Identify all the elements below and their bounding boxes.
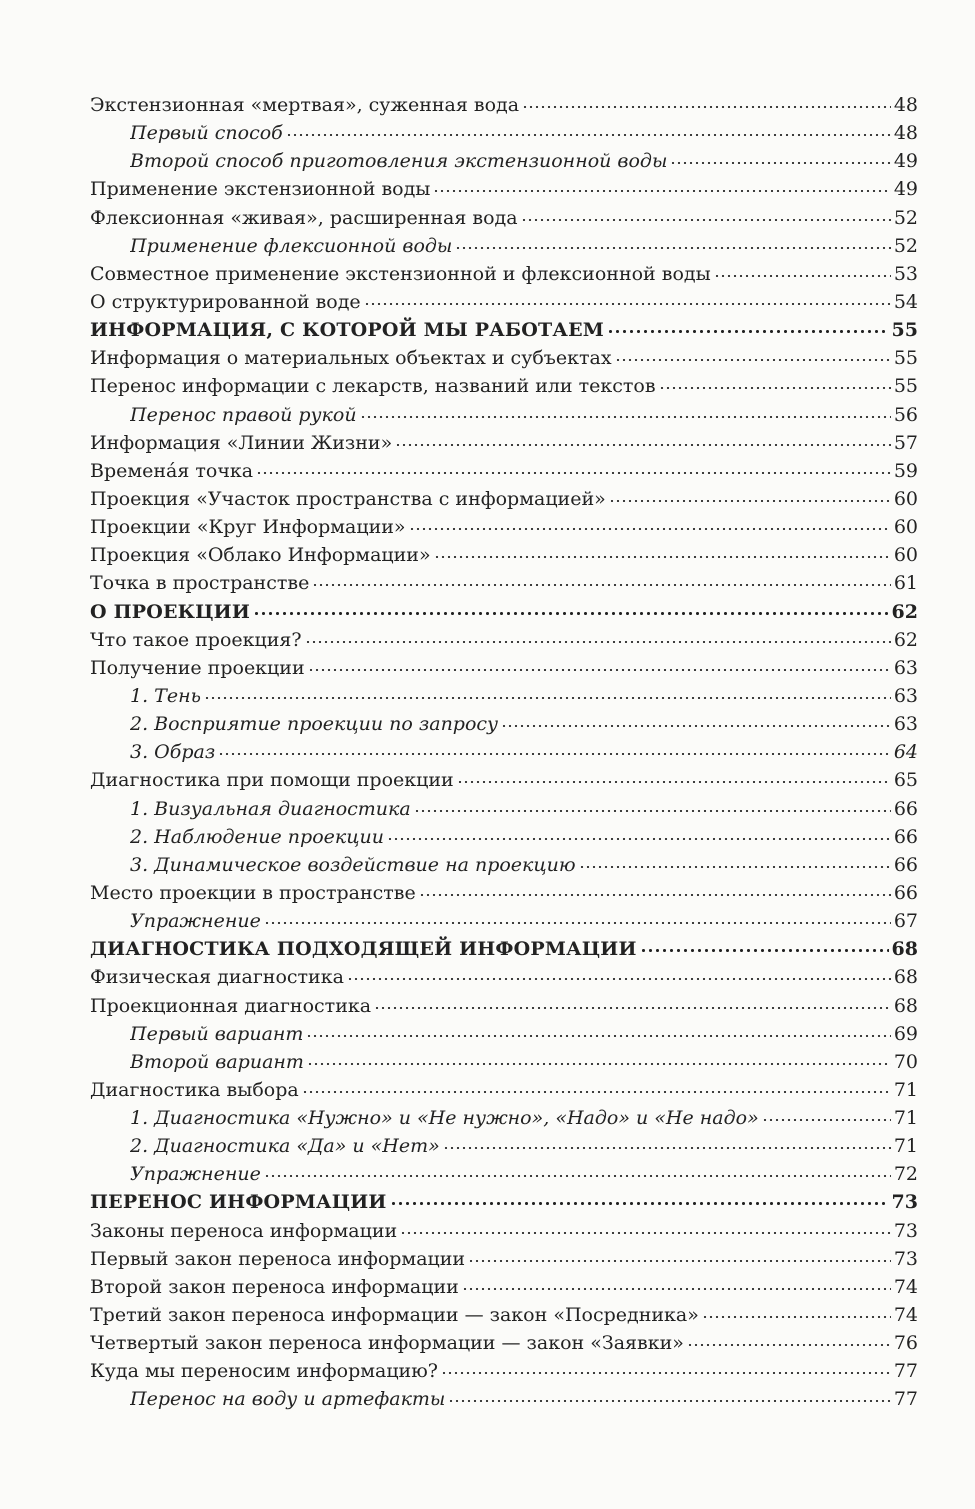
toc-entry [90, 963, 918, 991]
toc-page-number: 66 [893, 797, 918, 820]
toc-page-number: 63 [893, 713, 918, 736]
toc-entry-title: Применение флексионной воды [130, 234, 453, 257]
dot-leader [364, 303, 891, 305]
toc-entry [90, 1245, 918, 1273]
toc-entry [90, 1104, 918, 1132]
toc-entry [90, 204, 918, 232]
toc-entry-title: Информация «Линии Жизни» [90, 431, 393, 454]
toc-page-number: 52 [893, 206, 918, 229]
dot-leader [607, 330, 889, 333]
toc-entry-title: Физическая диагностика [90, 966, 344, 989]
toc-entry [90, 1076, 918, 1104]
toc-entry [90, 457, 918, 485]
toc-entry-title: 2. Наблюдение проекции [130, 825, 384, 848]
toc-entry [90, 288, 918, 316]
toc-page-number: 64 [893, 741, 918, 764]
toc-entry-title: Перенос информации с лекарств, названий или текстов [90, 375, 656, 398]
toc-entry [90, 232, 918, 260]
table-of-contents [90, 91, 918, 1414]
toc-page-number: 61 [893, 572, 918, 595]
toc-entry [90, 260, 918, 288]
toc-entry [90, 1329, 918, 1357]
toc-entry-title: Диагностика выбора [90, 1078, 299, 1101]
toc-page-number: 60 [893, 544, 918, 567]
toc-entry-title: Перенос правой рукой [130, 403, 357, 426]
dot-leader [400, 1232, 891, 1234]
toc-entry-title: Первый способ [130, 122, 283, 145]
toc-page-number: 49 [893, 150, 918, 173]
toc-page-number: 52 [893, 234, 918, 257]
toc-page-number: 70 [893, 1050, 918, 1073]
toc-page-number: 59 [893, 459, 918, 482]
toc-page-number: 48 [893, 94, 918, 116]
toc-entry-title: Временáя точка [90, 459, 254, 482]
dot-leader [434, 556, 891, 558]
toc-page-number: 55 [891, 319, 918, 342]
toc-entry [90, 795, 918, 823]
toc-entry [90, 710, 918, 738]
toc-entry-title: Четвертый закон переноса информации — закон «Заявки» [90, 1332, 684, 1355]
dot-leader [387, 838, 891, 840]
toc-entry-title: Первый закон переноса информации [90, 1247, 466, 1270]
toc-page-number: 67 [893, 910, 918, 933]
toc-page-number: 71 [893, 1107, 918, 1130]
toc-entry [90, 1048, 918, 1076]
toc-entry [90, 992, 918, 1020]
toc-entry [90, 344, 918, 372]
dot-leader [286, 134, 891, 136]
dot-leader [579, 866, 891, 868]
toc-entry-title: Получение проекции [90, 656, 305, 679]
toc-entry [90, 372, 918, 400]
toc-entry-title: Диагностика при помощи проекции [90, 769, 454, 792]
toc-page-number: 69 [893, 1022, 918, 1045]
toc-entry-title: Экстензионная «мертвая», суженная вода [90, 94, 520, 116]
toc-entry-title: Перенос на воду и артефакты [130, 1388, 446, 1411]
dot-leader [419, 894, 891, 896]
dot-leader [264, 922, 891, 924]
dot-leader [256, 472, 891, 474]
dot-leader [615, 359, 891, 361]
toc-page-number: 60 [893, 487, 918, 510]
toc-page-number: 66 [893, 853, 918, 876]
toc-page-number: 63 [893, 684, 918, 707]
toc-entry [90, 1020, 918, 1048]
dot-leader [433, 190, 890, 192]
toc-page-number: 55 [893, 375, 918, 398]
dot-leader [306, 1035, 890, 1037]
toc-entry-title: Куда мы переносим информацию? [90, 1360, 438, 1383]
toc-entry [90, 1273, 918, 1301]
toc-page-number: 48 [893, 122, 918, 145]
dot-leader [441, 1372, 891, 1374]
toc-entry [90, 654, 918, 682]
toc-entry [90, 485, 918, 513]
toc-entry [90, 626, 918, 654]
toc-entry-title: Упражнение [130, 910, 261, 933]
dot-leader [409, 528, 891, 530]
dot-leader [347, 978, 891, 980]
toc-entry-title: Проекционная диагностика [90, 994, 372, 1017]
toc-entry-title: Второй вариант [130, 1050, 304, 1073]
toc-entry-title: Проекция «Участок пространства с информацией» [90, 487, 606, 510]
toc-entry-title: Совместное применение экстензионной и флексионной воды [90, 262, 711, 285]
toc-entry [90, 1357, 918, 1385]
toc-entry [90, 851, 918, 879]
dot-leader [305, 641, 891, 643]
toc-entry [90, 569, 918, 597]
toc-page-number: 62 [891, 600, 918, 623]
toc-entry-title: О ПРОЕКЦИИ [90, 600, 250, 623]
toc-entry [90, 147, 918, 175]
toc-entry-title: ИНФОРМАЦИЯ, С КОТОРОЙ МЫ РАБОТАЕМ [90, 319, 604, 342]
dot-leader [609, 500, 891, 502]
toc-entry [90, 175, 918, 203]
toc-section-heading [90, 598, 918, 626]
toc-page-number: 54 [893, 290, 918, 313]
toc-page-number: 62 [893, 628, 918, 651]
dot-leader [501, 725, 891, 727]
toc-entry-title: ПЕРЕНОС ИНФОРМАЦИИ [90, 1191, 387, 1214]
toc-entry [90, 401, 918, 429]
toc-entry [90, 1301, 918, 1329]
toc-entry [90, 907, 918, 935]
toc-entry-title: Первый вариант [130, 1022, 304, 1045]
toc-entry-title: 2. Восприятие проекции по запросу [130, 713, 499, 736]
toc-page-number: 66 [893, 825, 918, 848]
dot-leader [457, 781, 891, 783]
toc-page-number: 68 [893, 994, 918, 1017]
dot-leader [687, 1344, 891, 1346]
toc-page-number: 49 [893, 178, 918, 201]
toc-entry-title: Флексионная «живая», расширенная вода [90, 206, 518, 229]
toc-entry-title: Проекция «Облако Информации» [90, 544, 431, 567]
toc-page-number: 72 [893, 1163, 918, 1186]
toc-entry-title: Место проекции в пространстве [90, 881, 416, 904]
toc-entry-title: 2. Диагностика «Да» и «Нет» [130, 1135, 440, 1158]
dot-leader [312, 584, 890, 586]
dot-leader [204, 697, 891, 699]
dot-leader [360, 416, 891, 418]
dot-leader [307, 1063, 891, 1065]
toc-page-number: 76 [893, 1332, 918, 1355]
toc-page-number: 77 [893, 1360, 918, 1383]
dot-leader [462, 1288, 891, 1290]
toc-entry [90, 513, 918, 541]
toc-entry [90, 1132, 918, 1160]
toc-page-number: 53 [893, 262, 918, 285]
dot-leader [218, 753, 891, 755]
dot-leader [659, 387, 891, 389]
toc-entry [90, 541, 918, 569]
toc-page-number: 77 [893, 1388, 918, 1411]
toc-entry-title: 3. Образ [130, 741, 216, 764]
toc-page-number: 71 [893, 1078, 918, 1101]
toc-entry [90, 429, 918, 457]
toc-entry-title: Точка в пространстве [90, 572, 310, 595]
dot-leader [395, 444, 891, 446]
dot-leader [702, 1316, 891, 1318]
toc-entry-title: Применение экстензионной воды [90, 178, 431, 201]
toc-entry [90, 738, 918, 766]
toc-entry-title: Проекции «Круг Информации» [90, 516, 406, 539]
dot-leader [448, 1400, 890, 1402]
dot-leader [390, 1202, 889, 1205]
toc-page-number: 68 [893, 966, 918, 989]
dot-leader [714, 275, 891, 277]
dot-leader [374, 1007, 891, 1009]
toc-page-number: 56 [893, 403, 918, 426]
dot-leader [670, 162, 890, 164]
toc-entry-title: 1. Диагностика «Нужно» и «Не нужно», «Надо» и «Не надо» [130, 1107, 759, 1130]
toc-page-number: 63 [893, 656, 918, 679]
toc-page-number: 73 [891, 1191, 918, 1214]
toc-entry-title: О структурированной воде [90, 290, 361, 313]
toc-entry-title: Второй способ приготовления экстензионной воды [130, 150, 668, 173]
toc-page-number: 60 [893, 516, 918, 539]
toc-page-number: 57 [893, 431, 918, 454]
dot-leader [521, 219, 891, 221]
toc-entry [90, 766, 918, 794]
dot-leader [762, 1119, 891, 1121]
toc-page-number: 73 [893, 1247, 918, 1270]
toc-entry-title: 1. Тень [130, 684, 201, 707]
toc-page-number: 73 [893, 1219, 918, 1242]
dot-leader [468, 1260, 891, 1262]
toc-entry [90, 1217, 918, 1245]
toc-entry-title: Законы переноса информации [90, 1219, 398, 1242]
toc-page-number: 65 [893, 769, 918, 792]
toc-entry [90, 91, 918, 119]
dot-leader [455, 247, 890, 249]
dot-leader [308, 669, 891, 671]
toc-page-number: 55 [893, 347, 918, 370]
toc-entry-title: Что такое проекция? [90, 628, 302, 651]
toc-section-heading [90, 1188, 918, 1216]
toc-entry-title: Информация о материальных объектах и субъектах [90, 347, 612, 370]
toc-page-number: 71 [893, 1135, 918, 1158]
toc-entry-title: 1. Визуальная диагностика [130, 797, 411, 820]
toc-entry [90, 119, 918, 147]
toc-page-number: 74 [893, 1275, 918, 1298]
toc-entry [90, 1385, 918, 1413]
toc-page-number: 68 [891, 938, 918, 961]
dot-leader [414, 810, 891, 812]
dot-leader [443, 1147, 891, 1149]
dot-leader [302, 1091, 891, 1093]
dot-leader [264, 1175, 891, 1177]
toc-entry-title: Третий закон переноса информации — закон «Посредника» [90, 1304, 699, 1327]
toc-entry-title: Упражнение [130, 1163, 261, 1186]
toc-page-number: 66 [893, 881, 918, 904]
toc-entry-title: 3. Динамическое воздействие на проекцию [130, 853, 576, 876]
dot-leader [522, 106, 891, 108]
toc-section-heading [90, 935, 918, 963]
toc-page-number: 74 [893, 1304, 918, 1327]
toc-entry-title: Второй закон переноса информации [90, 1275, 459, 1298]
toc-entry-title: ДИАГНОСТИКА ПОДХОДЯЩЕЙ ИНФОРМАЦИИ [90, 938, 637, 961]
dot-leader [640, 949, 889, 952]
toc-entry [90, 1160, 918, 1188]
toc-entry [90, 682, 918, 710]
dot-leader [253, 612, 889, 615]
toc-section-heading [90, 316, 918, 344]
toc-entry [90, 879, 918, 907]
toc-entry [90, 823, 918, 851]
